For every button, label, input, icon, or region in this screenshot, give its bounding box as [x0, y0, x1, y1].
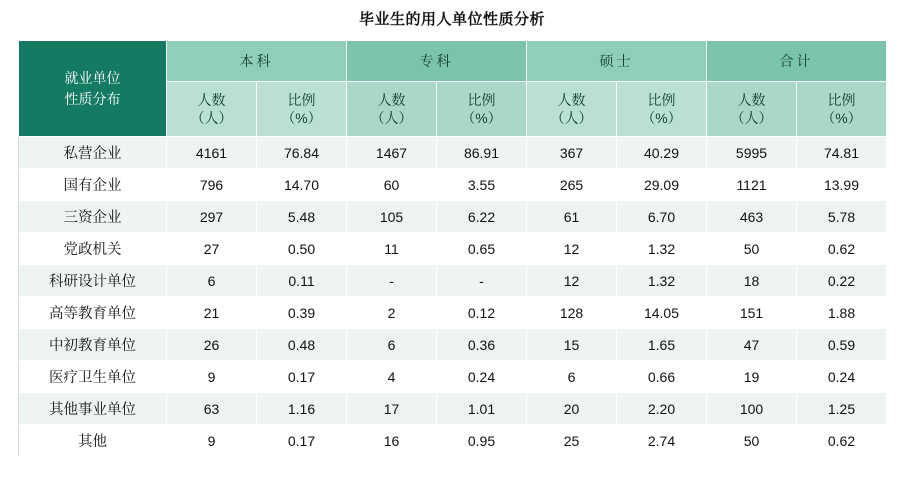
table-row: [19, 361, 887, 393]
cell: 12: [527, 265, 617, 297]
cell: 1467: [347, 137, 437, 169]
cell: 5.48: [257, 201, 347, 233]
table-corner-header: [19, 41, 167, 137]
cell: 0.22: [797, 265, 887, 297]
cell: 2.20: [617, 393, 707, 425]
employer-nature-table-wrap: [18, 40, 886, 457]
cell: 0.12: [437, 297, 527, 329]
subheader-heji-ratio: [797, 82, 887, 137]
cell: 2: [347, 297, 437, 329]
cell: 26: [167, 329, 257, 361]
subheader-text-line-2: （人）: [730, 110, 773, 126]
subheader-text-line-2: （%）: [281, 110, 322, 126]
row-label: 其他: [19, 425, 167, 457]
cell: 25: [527, 425, 617, 457]
subheader-text-line-1: 比例: [467, 91, 496, 108]
cell: 265: [527, 169, 617, 201]
cell: 47: [707, 329, 797, 361]
cell: 5.78: [797, 201, 887, 233]
subheader-text-line-1: 人数: [557, 91, 586, 108]
cell: 1.88: [797, 297, 887, 329]
cell: 18: [707, 265, 797, 297]
cell: 61: [527, 201, 617, 233]
cell: 0.50: [257, 233, 347, 265]
subheader-text-line-1: 人数: [737, 91, 766, 108]
table-row: [19, 329, 887, 361]
cell: 1.32: [617, 265, 707, 297]
cell: 0.36: [437, 329, 527, 361]
cell: 0.39: [257, 297, 347, 329]
cell: 9: [167, 361, 257, 393]
subheader-text-line-1: 人数: [197, 91, 226, 108]
column-group-heji: 合计: [707, 41, 887, 82]
subheader-text-line-1: 比例: [647, 91, 676, 108]
cell: -: [347, 265, 437, 297]
row-label: 党政机关: [19, 233, 167, 265]
cell: 297: [167, 201, 257, 233]
cell: 4161: [167, 137, 257, 169]
subheader-text-line-2: （人）: [550, 110, 593, 126]
subheader-text-line-2: （人）: [370, 110, 413, 126]
cell: 0.62: [797, 425, 887, 457]
cell: 0.48: [257, 329, 347, 361]
table-row: [19, 137, 887, 169]
cell: 0.24: [797, 361, 887, 393]
cell: 14.05: [617, 297, 707, 329]
cell: 50: [707, 425, 797, 457]
subheader-text-line-2: （%）: [821, 110, 862, 126]
table-header-group-row: [19, 41, 887, 82]
subheader-text-line-2: （%）: [461, 110, 502, 126]
table-row: [19, 297, 887, 329]
cell: 19: [707, 361, 797, 393]
corner-header-line-1: 就业单位: [64, 70, 121, 87]
subheader-text-line-2: （%）: [641, 110, 682, 126]
cell: 11: [347, 233, 437, 265]
cell: 0.65: [437, 233, 527, 265]
cell: 4: [347, 361, 437, 393]
table-row: [19, 393, 887, 425]
cell: 6: [347, 329, 437, 361]
employer-nature-table: [18, 40, 887, 457]
cell: 3.55: [437, 169, 527, 201]
subheader-zhuanke-count: [347, 82, 437, 137]
column-group-benke: 本科: [167, 41, 347, 82]
table-body: [19, 137, 887, 457]
cell: 5995: [707, 137, 797, 169]
cell: 796: [167, 169, 257, 201]
cell: 13.99: [797, 169, 887, 201]
cell: 6.70: [617, 201, 707, 233]
cell: 12: [527, 233, 617, 265]
cell: 20: [527, 393, 617, 425]
subheader-benke-ratio: [257, 82, 347, 137]
cell: 63: [167, 393, 257, 425]
cell: 74.81: [797, 137, 887, 169]
cell: 0.59: [797, 329, 887, 361]
table-row: [19, 201, 887, 233]
cell: 17: [347, 393, 437, 425]
cell: 76.84: [257, 137, 347, 169]
cell: 1121: [707, 169, 797, 201]
table-row: [19, 265, 887, 297]
row-label: 私营企业: [19, 137, 167, 169]
subheader-text-line-1: 比例: [827, 91, 856, 108]
cell: 128: [527, 297, 617, 329]
subheader-shuoshi-count: [527, 82, 617, 137]
cell: 2.74: [617, 425, 707, 457]
cell: -: [437, 265, 527, 297]
cell: 6: [167, 265, 257, 297]
table-row: [19, 233, 887, 265]
page-title: 毕业生的用人单位性质分析: [358, 11, 545, 28]
cell: 50: [707, 233, 797, 265]
cell: 6.22: [437, 201, 527, 233]
subheader-shuoshi-ratio: [617, 82, 707, 137]
cell: 0.24: [437, 361, 527, 393]
cell: 29.09: [617, 169, 707, 201]
cell: 1.32: [617, 233, 707, 265]
cell: 463: [707, 201, 797, 233]
cell: 16: [347, 425, 437, 457]
table-row: [19, 169, 887, 201]
cell: 105: [347, 201, 437, 233]
cell: 1.25: [797, 393, 887, 425]
column-group-shuoshi: 硕士: [527, 41, 707, 82]
cell: 100: [707, 393, 797, 425]
row-label: 高等教育单位: [19, 297, 167, 329]
subheader-benke-count: [167, 82, 257, 137]
cell: 0.62: [797, 233, 887, 265]
row-label: 科研设计单位: [19, 265, 167, 297]
cell: 27: [167, 233, 257, 265]
cell: 60: [347, 169, 437, 201]
table-row: [19, 425, 887, 457]
cell: 0.95: [437, 425, 527, 457]
corner-header-line-2: 性质分布: [64, 90, 121, 107]
cell: 0.17: [257, 425, 347, 457]
row-label: 其他事业单位: [19, 393, 167, 425]
cell: 1.65: [617, 329, 707, 361]
row-label: 中初教育单位: [19, 329, 167, 361]
row-label: 国有企业: [19, 169, 167, 201]
cell: 9: [167, 425, 257, 457]
subheader-text-line-1: 比例: [287, 91, 316, 108]
cell: 6: [527, 361, 617, 393]
cell: 0.66: [617, 361, 707, 393]
row-label: 医疗卫生单位: [19, 361, 167, 393]
cell: 0.17: [257, 361, 347, 393]
cell: 1.01: [437, 393, 527, 425]
cell: 40.29: [617, 137, 707, 169]
cell: 1.16: [257, 393, 347, 425]
cell: 86.91: [437, 137, 527, 169]
cell: 0.11: [257, 265, 347, 297]
column-group-zhuanke: 专科: [347, 41, 527, 82]
subheader-text-line-2: （人）: [190, 110, 233, 126]
subheader-text-line-1: 人数: [377, 91, 406, 108]
cell: 14.70: [257, 169, 347, 201]
table-header: [19, 41, 887, 137]
cell: 151: [707, 297, 797, 329]
subheader-zhuanke-ratio: [437, 82, 527, 137]
row-label: 三资企业: [19, 201, 167, 233]
cell: 21: [167, 297, 257, 329]
subheader-heji-count: [707, 82, 797, 137]
cell: 15: [527, 329, 617, 361]
cell: 367: [527, 137, 617, 169]
